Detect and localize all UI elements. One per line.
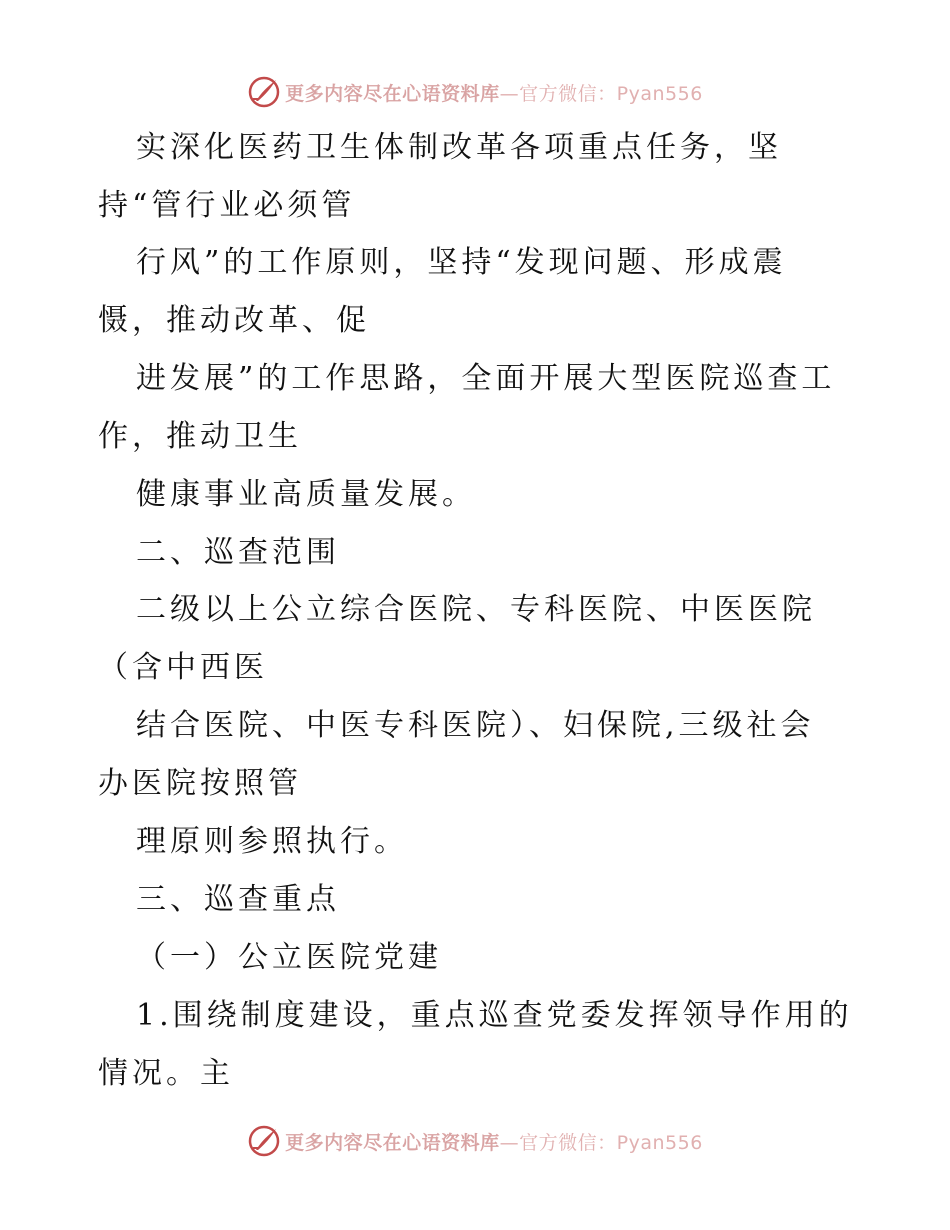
body-line: （含中西医	[98, 650, 268, 685]
body-line: 实深化医药卫生体制改革各项重点任务，坚	[136, 130, 782, 165]
body-line: 结合医院、中医专科医院）、妇保院,三级社会	[136, 708, 815, 743]
body-line: 理原则参照执行。	[136, 824, 408, 859]
body-line: 行风”的工作原则，坚持“发现问题、形成震	[136, 245, 787, 280]
section-heading: 三、巡查重点	[136, 882, 340, 917]
body-line: 情况。主	[98, 1056, 234, 1091]
header-watermark-banner	[0, 72, 950, 112]
body-line: 持“管行业必须管	[98, 188, 356, 223]
footer-watermark-text: 更多内容尽在心语资料库	[285, 1131, 500, 1154]
header-watermark-text: 更多内容尽在心语资料库	[285, 82, 500, 105]
footer-wechat-text: —官方微信：Pyan556	[499, 1131, 703, 1154]
body-line: 二级以上公立综合医院、专科医院、中医医院	[136, 592, 816, 627]
body-line: 1.围绕制度建设，重点巡查党委发挥领导作用的	[136, 998, 853, 1033]
quill-logo-icon	[247, 1124, 281, 1158]
body-line: 办医院按照管	[98, 766, 302, 801]
subsection-heading: （一）公立医院党建	[136, 940, 442, 975]
body-line: 慑，推动改革、促	[98, 303, 370, 338]
quill-logo-icon	[247, 75, 281, 109]
body-line: 健康事业高质量发展。	[136, 477, 476, 512]
body-line: 作，推动卫生	[98, 419, 302, 454]
footer-watermark-banner	[0, 1121, 950, 1161]
section-heading: 二、巡查范围	[136, 535, 340, 570]
body-line: 进发展”的工作思路，全面开展大型医院巡查工	[136, 361, 836, 396]
header-wechat-text: —官方微信：Pyan556	[499, 82, 703, 105]
